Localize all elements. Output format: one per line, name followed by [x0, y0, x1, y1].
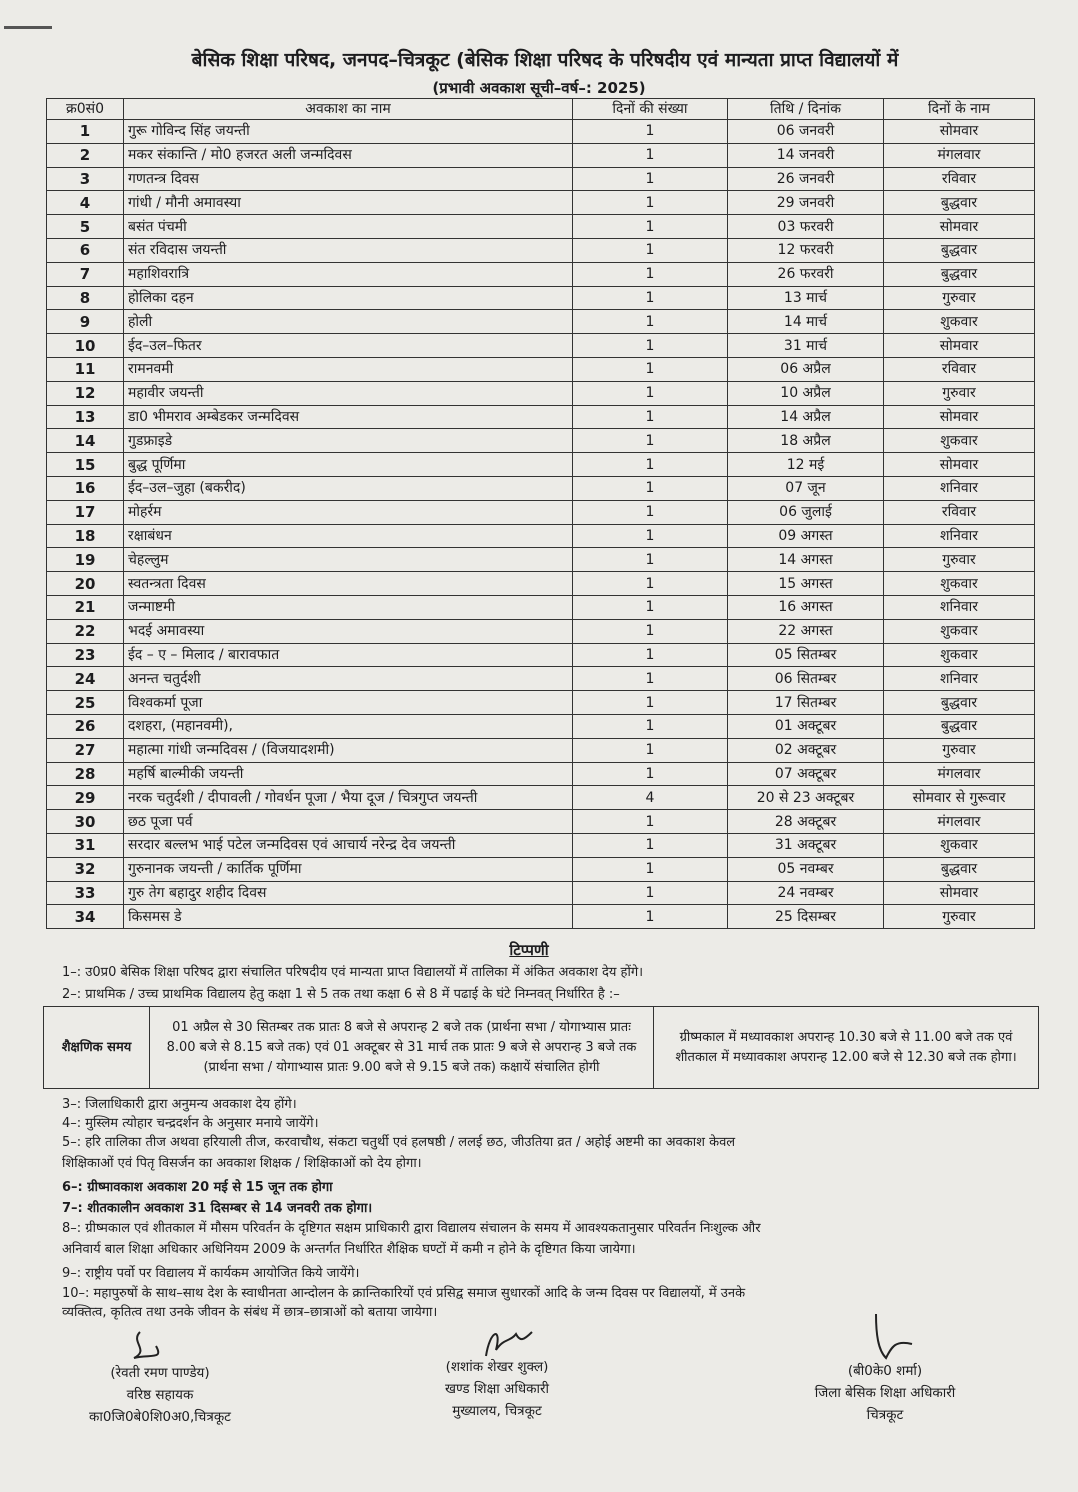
holiday-name-cell: रक्षाबंधन — [124, 524, 573, 548]
table-row — [47, 738, 1035, 762]
day-count-cell: 1 — [573, 572, 728, 596]
holiday-name-cell: गुडफ्राइडे — [124, 429, 573, 453]
serial-cell: 18 — [47, 524, 124, 548]
scan-mark — [4, 26, 52, 29]
date-cell: 24 नवम्बर — [728, 881, 884, 905]
table-row — [47, 548, 1035, 572]
note-6: 6–: ग्रीष्मावकाश अवकाश 20 मई से 15 जून तक होगा — [62, 1180, 333, 1195]
day-count-cell: 1 — [573, 476, 728, 500]
date-cell: 01 अक्टूबर — [728, 714, 884, 738]
date-cell: 14 अप्रैल — [728, 405, 884, 429]
serial-cell: 9 — [47, 310, 124, 334]
serial-cell: 33 — [47, 881, 124, 905]
table-row — [47, 905, 1035, 929]
day-name-cell: शनिवार — [884, 595, 1035, 619]
date-cell: 05 सितम्बर — [728, 643, 884, 667]
date-cell: 25 दिसम्बर — [728, 905, 884, 929]
day-count-cell: 1 — [573, 215, 728, 239]
holiday-name-cell: मकर संकान्ति / मो0 हजरत अली जन्मदिवस — [124, 143, 573, 167]
date-cell: 14 मार्च — [728, 310, 884, 334]
signatory-name: (रेवती रमण पाण्डेय) — [110, 1365, 210, 1381]
table-row — [47, 286, 1035, 310]
table-row — [47, 405, 1035, 429]
serial-cell: 21 — [47, 595, 124, 619]
table-row — [47, 881, 1035, 905]
day-name-cell: सोमवार — [884, 334, 1035, 358]
serial-cell: 17 — [47, 500, 124, 524]
serial-cell: 23 — [47, 643, 124, 667]
signatory-name: (बी0के0 शर्मा) — [847, 1363, 923, 1379]
holiday-name-cell: चेहल्लुम — [124, 548, 573, 572]
day-name-cell: गुरुवार — [884, 286, 1035, 310]
day-count-cell: 1 — [573, 857, 728, 881]
holiday-name-cell: बुद्ध पूर्णिमा — [124, 453, 573, 477]
table-row — [47, 833, 1035, 857]
day-name-cell: गुरुवार — [884, 381, 1035, 405]
serial-cell: 10 — [47, 334, 124, 358]
day-count-cell: 1 — [573, 595, 728, 619]
table-row — [47, 357, 1035, 381]
day-count-cell: 1 — [573, 738, 728, 762]
signatory-designation: वरिष्ठ सहायक — [126, 1387, 194, 1403]
day-name-cell: रविवार — [884, 357, 1035, 381]
day-name-cell: गुरुवार — [884, 548, 1035, 572]
serial-cell: 22 — [47, 619, 124, 643]
day-count-cell: 1 — [573, 762, 728, 786]
date-cell: 09 अगस्त — [728, 524, 884, 548]
day-name-cell: बुद्धवार — [884, 857, 1035, 881]
day-count-cell: 1 — [573, 714, 728, 738]
serial-cell: 11 — [47, 357, 124, 381]
date-cell: 16 अगस्त — [728, 595, 884, 619]
serial-cell: 8 — [47, 286, 124, 310]
day-count-cell: 1 — [573, 905, 728, 929]
serial-cell: 5 — [47, 215, 124, 239]
timing-label: शैक्षणिक समय — [44, 1007, 150, 1089]
serial-cell: 4 — [47, 191, 124, 215]
date-cell: 03 फरवरी — [728, 215, 884, 239]
holiday-table — [46, 98, 1035, 929]
col-header-serial: क्र0सं0 — [47, 99, 124, 120]
day-name-cell: शुकवार — [884, 833, 1035, 857]
date-cell: 31 मार्च — [728, 334, 884, 358]
serial-cell: 16 — [47, 476, 124, 500]
holiday-name-cell: छठ पूजा पर्व — [124, 810, 573, 834]
table-header-row — [47, 99, 1035, 120]
table-row — [47, 167, 1035, 191]
table-row — [47, 381, 1035, 405]
day-count-cell: 1 — [573, 643, 728, 667]
day-name-cell: सोमवार — [884, 453, 1035, 477]
table-row — [47, 429, 1035, 453]
serial-cell: 14 — [47, 429, 124, 453]
date-cell: 26 फरवरी — [728, 262, 884, 286]
holiday-name-cell: गणतन्त्र दिवस — [124, 167, 573, 191]
day-count-cell: 1 — [573, 810, 728, 834]
serial-cell: 34 — [47, 905, 124, 929]
day-count-cell: 1 — [573, 357, 728, 381]
note-2: 2–: प्राथमिक / उच्च प्राथमिक विद्यालय हेतु कक्षा 1 से 5 तक तथा कक्षा 6 से 8 में पढाई के घंटे निम्नवत् निर्धारित है :– — [62, 987, 620, 1002]
holiday-name-cell: संत रविदास जयन्ती — [124, 238, 573, 262]
serial-cell: 32 — [47, 857, 124, 881]
date-cell: 02 अक्टूबर — [728, 738, 884, 762]
holiday-name-cell: डा0 भीमराव अम्बेडकर जन्मदिवस — [124, 405, 573, 429]
signatory-designation: जिला बेसिक शिक्षा अधिकारी — [814, 1385, 956, 1401]
day-count-cell: 1 — [573, 405, 728, 429]
day-name-cell: शुकवार — [884, 429, 1035, 453]
serial-cell: 2 — [47, 143, 124, 167]
serial-cell: 1 — [47, 120, 124, 144]
recess-text: ग्रीष्मकाल में मध्यावकाश अपरान्ह 10.30 बजे से 11.00 बजे तक एवं शीतकाल में मध्यावकाश अपरान्ह 12.00 बजे से 12.30 बजे तक होगा। — [654, 1007, 1039, 1089]
holiday-name-cell: भदई अमावस्या — [124, 619, 573, 643]
day-count-cell: 1 — [573, 524, 728, 548]
day-name-cell: मंगलवार — [884, 810, 1035, 834]
day-name-cell: शुकवार — [884, 643, 1035, 667]
document-subtitle: (प्रभावी अवकाश सूची–वर्ष–: 2025) — [432, 79, 646, 97]
holiday-name-cell: अनन्त चतुर्दशी — [124, 667, 573, 691]
day-name-cell: शुकवार — [884, 310, 1035, 334]
day-name-cell: सोमवार — [884, 215, 1035, 239]
signature-left — [70, 1362, 250, 1428]
table-row — [47, 762, 1035, 786]
serial-cell: 26 — [47, 714, 124, 738]
day-name-cell: सोमवार — [884, 881, 1035, 905]
serial-cell: 12 — [47, 381, 124, 405]
serial-cell: 3 — [47, 167, 124, 191]
note-10b: व्यक्तित्व, कृतित्व तथा उनके जीवन के संबंध में छात्र–छात्राओं को बताया जायेगा। — [62, 1305, 438, 1320]
holiday-name-cell: महर्षि बाल्मीकी जयन्ती — [124, 762, 573, 786]
day-name-cell: बुद्धवार — [884, 714, 1035, 738]
school-timing-table — [43, 1006, 1039, 1089]
holiday-name-cell: स्वतन्त्रता दिवस — [124, 572, 573, 596]
serial-cell: 20 — [47, 572, 124, 596]
note-5b: शिक्षिकाओं एवं पितृ विसर्जन का अवकाश शिक्षक / शिक्षिकाओं को देय होगा। — [62, 1156, 422, 1171]
date-cell: 10 अप्रैल — [728, 381, 884, 405]
day-count-cell: 4 — [573, 786, 728, 810]
date-cell: 29 जनवरी — [728, 191, 884, 215]
date-cell: 06 जनवरी — [728, 120, 884, 144]
day-count-cell: 1 — [573, 334, 728, 358]
holiday-name-cell: विश्वकर्मा पूजा — [124, 691, 573, 715]
serial-cell: 15 — [47, 453, 124, 477]
serial-cell: 25 — [47, 691, 124, 715]
col-header-date: तिथि / दिनांक — [728, 99, 884, 120]
day-count-cell: 1 — [573, 429, 728, 453]
note-8b: अनिवार्य बाल शिक्षा अधिकार अधिनियम 2009 के अन्तर्गत निर्धारित शैक्षिक घण्टों में कमी न होने के दृष्टिगत किया जायेगा। — [62, 1242, 636, 1257]
table-row — [47, 191, 1035, 215]
timing-text: 01 अप्रैल से 30 सितम्बर तक प्रातः 8 बजे से अपरान्ह 2 बजे तक (प्रार्थना सभा / योगाभ्यास प्रातः 8.00 बजे से 8.15 बजे तक) एवं 01 अक्टूबर से 31 मार्च तक प्रातः 9 बजे से अपरान्ह 3 बजे तक (प्रार्थना सभा / योगाभ्यास प्रातः 9.00 बजे से 9.15 बजे तक) कक्षायें संचालित होगी — [150, 1007, 654, 1089]
holiday-name-cell: ईद–उल–जुहा (बकरीद) — [124, 476, 573, 500]
date-cell: 26 जनवरी — [728, 167, 884, 191]
date-cell: 06 अप्रैल — [728, 357, 884, 381]
table-row — [47, 334, 1035, 358]
day-count-cell: 1 — [573, 120, 728, 144]
day-name-cell: सोमवार — [884, 405, 1035, 429]
date-cell: 15 अगस्त — [728, 572, 884, 596]
date-cell: 07 अक्टूबर — [728, 762, 884, 786]
day-count-cell: 1 — [573, 548, 728, 572]
day-name-cell: सोमवार — [884, 120, 1035, 144]
date-cell: 12 मई — [728, 453, 884, 477]
note-8a: 8–: ग्रीष्मकाल एवं शीतकाल में मौसम परिवर्तन के दृष्टिगत सक्षम प्राधिकारी द्वारा विद्यालय संचालन के समय में आवश्यकतानुसार परिवर्तन निःशुल्क और — [62, 1221, 761, 1236]
note-4: 4–: मुस्लिम त्योहार चन्द्रदर्शन के अनुसार मनाये जायेंगे। — [62, 1116, 319, 1131]
serial-cell: 19 — [47, 548, 124, 572]
table-row — [47, 643, 1035, 667]
holiday-name-cell: महाशिवरात्रि — [124, 262, 573, 286]
serial-cell: 31 — [47, 833, 124, 857]
day-name-cell: बुद्धवार — [884, 691, 1035, 715]
signatory-office: चित्रकूट — [866, 1407, 904, 1423]
table-row — [47, 810, 1035, 834]
note-3: 3–: जिलाधिकारी द्वारा अनुमन्य अवकाश देय होंगे। — [62, 1097, 297, 1112]
day-count-cell: 1 — [573, 833, 728, 857]
col-header-day-count: दिनों की संख्या — [573, 99, 728, 120]
holiday-name-cell: गांधी / मौनी अमावस्या — [124, 191, 573, 215]
signature-center — [412, 1356, 582, 1422]
day-name-cell: बुद्धवार — [884, 238, 1035, 262]
day-name-cell: मंगलवार — [884, 762, 1035, 786]
table-row — [47, 143, 1035, 167]
signatory-office: मुख्यालय, चित्रकूट — [452, 1403, 542, 1419]
document-title: बेसिक शिक्षा परिषद, जनपद–चित्रकूट (बेसिक शिक्षा परिषद के परिषदीय एवं मान्यता प्राप्त विद्यालयों में — [191, 49, 899, 71]
holiday-name-cell: मोहर्रम — [124, 500, 573, 524]
notes-heading: टिप्पणी — [509, 941, 549, 959]
day-name-cell: सोमवार से गुरूवार — [884, 786, 1035, 810]
serial-cell: 27 — [47, 738, 124, 762]
date-cell: 12 फरवरी — [728, 238, 884, 262]
date-cell: 06 सितम्बर — [728, 667, 884, 691]
table-row — [47, 524, 1035, 548]
holiday-name-cell: किसमस डे — [124, 905, 573, 929]
date-cell: 18 अप्रैल — [728, 429, 884, 453]
table-row — [47, 238, 1035, 262]
table-row — [47, 310, 1035, 334]
day-count-cell: 1 — [573, 500, 728, 524]
day-count-cell: 1 — [573, 667, 728, 691]
holiday-name-cell: ईद – ए – मिलाद / बारावफात — [124, 643, 573, 667]
date-cell: 07 जून — [728, 476, 884, 500]
table-row — [47, 619, 1035, 643]
table-row — [47, 857, 1035, 881]
day-count-cell: 1 — [573, 143, 728, 167]
note-7: 7–: शीतकालीन अवकाश 31 दिसम्बर से 14 जनवरी तक होगा। — [62, 1201, 373, 1216]
signature-right — [780, 1360, 990, 1426]
col-header-day-name: दिनों के नाम — [884, 99, 1035, 120]
date-cell: 28 अक्टूबर — [728, 810, 884, 834]
date-cell: 14 अगस्त — [728, 548, 884, 572]
date-cell: 14 जनवरी — [728, 143, 884, 167]
day-count-cell: 1 — [573, 619, 728, 643]
day-count-cell: 1 — [573, 191, 728, 215]
table-body — [47, 120, 1035, 929]
holiday-name-cell: दशहरा, (महानवमी), — [124, 714, 573, 738]
table-row — [47, 476, 1035, 500]
day-count-cell: 1 — [573, 453, 728, 477]
day-name-cell: बुद्धवार — [884, 262, 1035, 286]
holiday-name-cell: महात्मा गांधी जन्मदिवस / (विजयादशमी) — [124, 738, 573, 762]
day-name-cell: मंगलवार — [884, 143, 1035, 167]
day-name-cell: शनिवार — [884, 667, 1035, 691]
signature-scrawl-right — [856, 1310, 936, 1364]
table-row — [47, 691, 1035, 715]
day-name-cell: बुद्धवार — [884, 191, 1035, 215]
holiday-name-cell: गुरू गोविन्द सिंह जयन्ती — [124, 120, 573, 144]
table-row — [47, 572, 1035, 596]
serial-cell: 29 — [47, 786, 124, 810]
table-row — [47, 215, 1035, 239]
table-row — [47, 786, 1035, 810]
date-cell: 13 मार्च — [728, 286, 884, 310]
day-count-cell: 1 — [573, 286, 728, 310]
col-header-holiday-name: अवकाश का नाम — [124, 99, 573, 120]
date-cell: 17 सितम्बर — [728, 691, 884, 715]
date-cell: 05 नवम्बर — [728, 857, 884, 881]
day-count-cell: 1 — [573, 881, 728, 905]
day-name-cell: शुकवार — [884, 572, 1035, 596]
day-name-cell: शनिवार — [884, 524, 1035, 548]
signatory-office: का0जि0बे0शि0अ0,चित्रकूट — [88, 1409, 231, 1425]
serial-cell: 30 — [47, 810, 124, 834]
date-cell: 22 अगस्त — [728, 619, 884, 643]
date-cell: 20 से 23 अक्टूबर — [728, 786, 884, 810]
table-row — [47, 714, 1035, 738]
serial-cell: 7 — [47, 262, 124, 286]
holiday-name-cell: गुरुनानक जयन्ती / कार्तिक पूर्णिमा — [124, 857, 573, 881]
table-row — [47, 595, 1035, 619]
signatory-name: (शशांक शेखर शुक्ल) — [445, 1359, 549, 1375]
table-row — [47, 453, 1035, 477]
table-row — [47, 262, 1035, 286]
holiday-name-cell: बसंत पंचमी — [124, 215, 573, 239]
holiday-name-cell: होलिका दहन — [124, 286, 573, 310]
serial-cell: 28 — [47, 762, 124, 786]
table-row — [47, 667, 1035, 691]
note-1: 1–: उ0प्र0 बेसिक शिक्षा परिषद द्वारा संचालित परिषदीय एवं मान्यता प्राप्त विद्यालयों में तालिका में अंकित अवकाश देय होंगे। — [62, 965, 644, 980]
note-10a: 10–: महापुरुषों के साथ–साथ देश के स्वाधीनता आन्दोलन के क्रान्तिकारियों एवं प्रसिद्व समाज सुधारकों आदि के जन्म दिवस पर विद्यालयों, में उनके — [62, 1286, 746, 1301]
day-name-cell: रविवार — [884, 167, 1035, 191]
holiday-name-cell: नरक चतुर्दशी / दीपावली / गोवर्धन पूजा / भैया दूज / चित्रगुप्त जयन्ती — [124, 786, 573, 810]
day-name-cell: रविवार — [884, 500, 1035, 524]
day-name-cell: गुरुवार — [884, 738, 1035, 762]
day-count-cell: 1 — [573, 262, 728, 286]
note-9: 9–: राष्ट्रीय पर्वो पर विद्यालय में कार्यकम आयोजित किये जायेंगे। — [62, 1266, 360, 1281]
day-count-cell: 1 — [573, 238, 728, 262]
serial-cell: 13 — [47, 405, 124, 429]
holiday-name-cell: जन्माष्टमी — [124, 595, 573, 619]
day-name-cell: शनिवार — [884, 476, 1035, 500]
holiday-name-cell: महावीर जयन्ती — [124, 381, 573, 405]
serial-cell: 24 — [47, 667, 124, 691]
holiday-name-cell: सरदार बल्लभ भाई पटेल जन्मदिवस एवं आचार्य नरेन्द्र देव जयन्ती — [124, 833, 573, 857]
holiday-name-cell: ईद–उल–फितर — [124, 334, 573, 358]
signatory-designation: खण्ड शिक्षा अधिकारी — [444, 1381, 550, 1397]
serial-cell: 6 — [47, 238, 124, 262]
day-name-cell: शुकवार — [884, 619, 1035, 643]
day-count-cell: 1 — [573, 691, 728, 715]
date-cell: 31 अक्टूबर — [728, 833, 884, 857]
day-count-cell: 1 — [573, 310, 728, 334]
table-row — [47, 120, 1035, 144]
holiday-name-cell: होली — [124, 310, 573, 334]
holiday-name-cell: गुरु तेग बहादुर शहीद दिवस — [124, 881, 573, 905]
day-count-cell: 1 — [573, 167, 728, 191]
day-count-cell: 1 — [573, 381, 728, 405]
day-name-cell: गुरुवार — [884, 905, 1035, 929]
holiday-name-cell: रामनवमी — [124, 357, 573, 381]
table-row — [47, 500, 1035, 524]
note-5a: 5–: हरि तालिका तीज अथवा हरियाली तीज, करवाचौथ, संकटा चतुर्थी एवं हलषष्ठी / ललई छठ, जीउतिया व्रत / अहोई अष्टमी का अवकाश केवल — [62, 1135, 736, 1150]
date-cell: 06 जुलाई — [728, 500, 884, 524]
